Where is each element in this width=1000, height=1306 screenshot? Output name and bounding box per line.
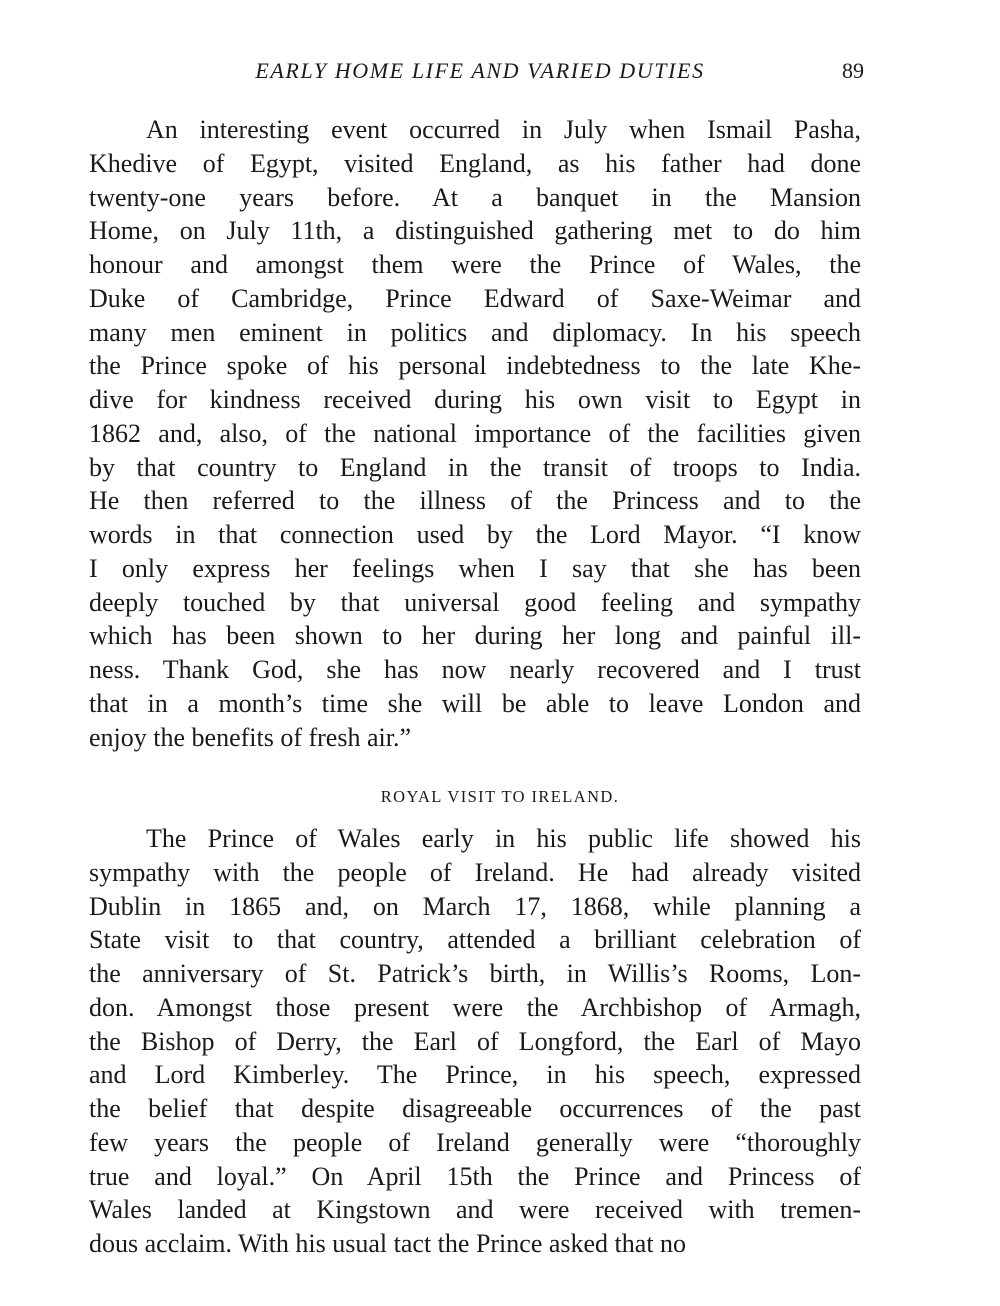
text-line: don. Amongst those present were the Archbishop of Armagh, xyxy=(89,992,861,1022)
text-line: Wales landed at Kingstown and were received with tremen- xyxy=(89,1195,861,1225)
text-line: ness. Thank God, she has now nearly recovered and I trust xyxy=(89,655,861,684)
text-line: The Prince of Wales early in his public life showed his xyxy=(146,824,861,853)
text-line: I only express her feelings when I say that she has been xyxy=(89,553,861,583)
text-line: dive for kindness received during his own visit to Egypt in xyxy=(89,385,861,414)
text-line: the Bishop of Derry, the Earl of Longford, the Earl of Mayo xyxy=(89,1026,861,1056)
text-line: enjoy the benefits of fresh air.” xyxy=(89,722,411,752)
text-line: honour and amongst them were the Prince of Wales, the xyxy=(89,250,861,279)
text-line: many men eminent in politics and diplomacy. In his speech xyxy=(89,317,861,347)
text-line: true and loyal.” On April 15th the Prince and Princess of xyxy=(89,1161,861,1191)
text-line: twenty-one years before. At a banquet in the Mansion xyxy=(89,182,861,212)
text-line: the anniversary of St. Patrick’s birth, in Willis’s Rooms, Lon- xyxy=(89,959,861,988)
text-line: and Lord Kimberley. The Prince, in his speech, expressed xyxy=(89,1060,861,1090)
text-line: deeply touched by that universal good feeling and sympathy xyxy=(89,587,861,617)
paragraph-royal-visit-ireland xyxy=(89,822,861,1261)
text-line: the Prince spoke of his personal indebtedness to the late Khe- xyxy=(89,351,861,381)
text-line: which has been shown to her during her long and painful ill- xyxy=(89,621,861,651)
page-number: 89 xyxy=(842,58,864,83)
text-line: State visit to that country, attended a brilliant celebration of xyxy=(89,925,861,955)
text-line: that in a month’s time she will be able to leave London and xyxy=(89,688,861,718)
text-line: by that country to England in the transit of troops to India. xyxy=(89,452,861,482)
text-line: Duke of Cambridge, Prince Edward of Saxe-Weimar and xyxy=(89,283,861,313)
text-line: dous acclaim. With his usual tact the Prince asked that no xyxy=(89,1229,687,1258)
text-line: Home, on July 11th, a distinguished gathering met to do him xyxy=(89,216,861,246)
text-line: 1862 and, also, of the national importance of the facilities given xyxy=(89,418,861,448)
page-header xyxy=(90,58,870,92)
text-line: Khedive of Egypt, visited England, as his father had done xyxy=(89,148,861,178)
running-head: EARLY HOME LIFE AND VARIED DUTIES xyxy=(255,58,705,83)
text-line: An interesting event occurred in July when Ismail Pasha, xyxy=(146,115,861,144)
text-line: few years the people of Ireland generally were “thoroughly xyxy=(89,1127,861,1157)
text-line: sympathy with the people of Ireland. He had already visited xyxy=(89,857,861,887)
text-line: the belief that despite disagreeable occurrences of the past xyxy=(89,1094,861,1123)
text-line: Dublin in 1865 and, on March 17, 1868, while planning a xyxy=(89,891,861,921)
text-line: He then referred to the illness of the Princess and to the xyxy=(89,486,861,516)
paragraph-khedive-visit xyxy=(89,113,861,754)
text-line: words in that connection used by the Lord Mayor. “I know xyxy=(89,520,861,549)
section-heading: ROYAL VISIT TO IRELAND. xyxy=(380,787,620,806)
